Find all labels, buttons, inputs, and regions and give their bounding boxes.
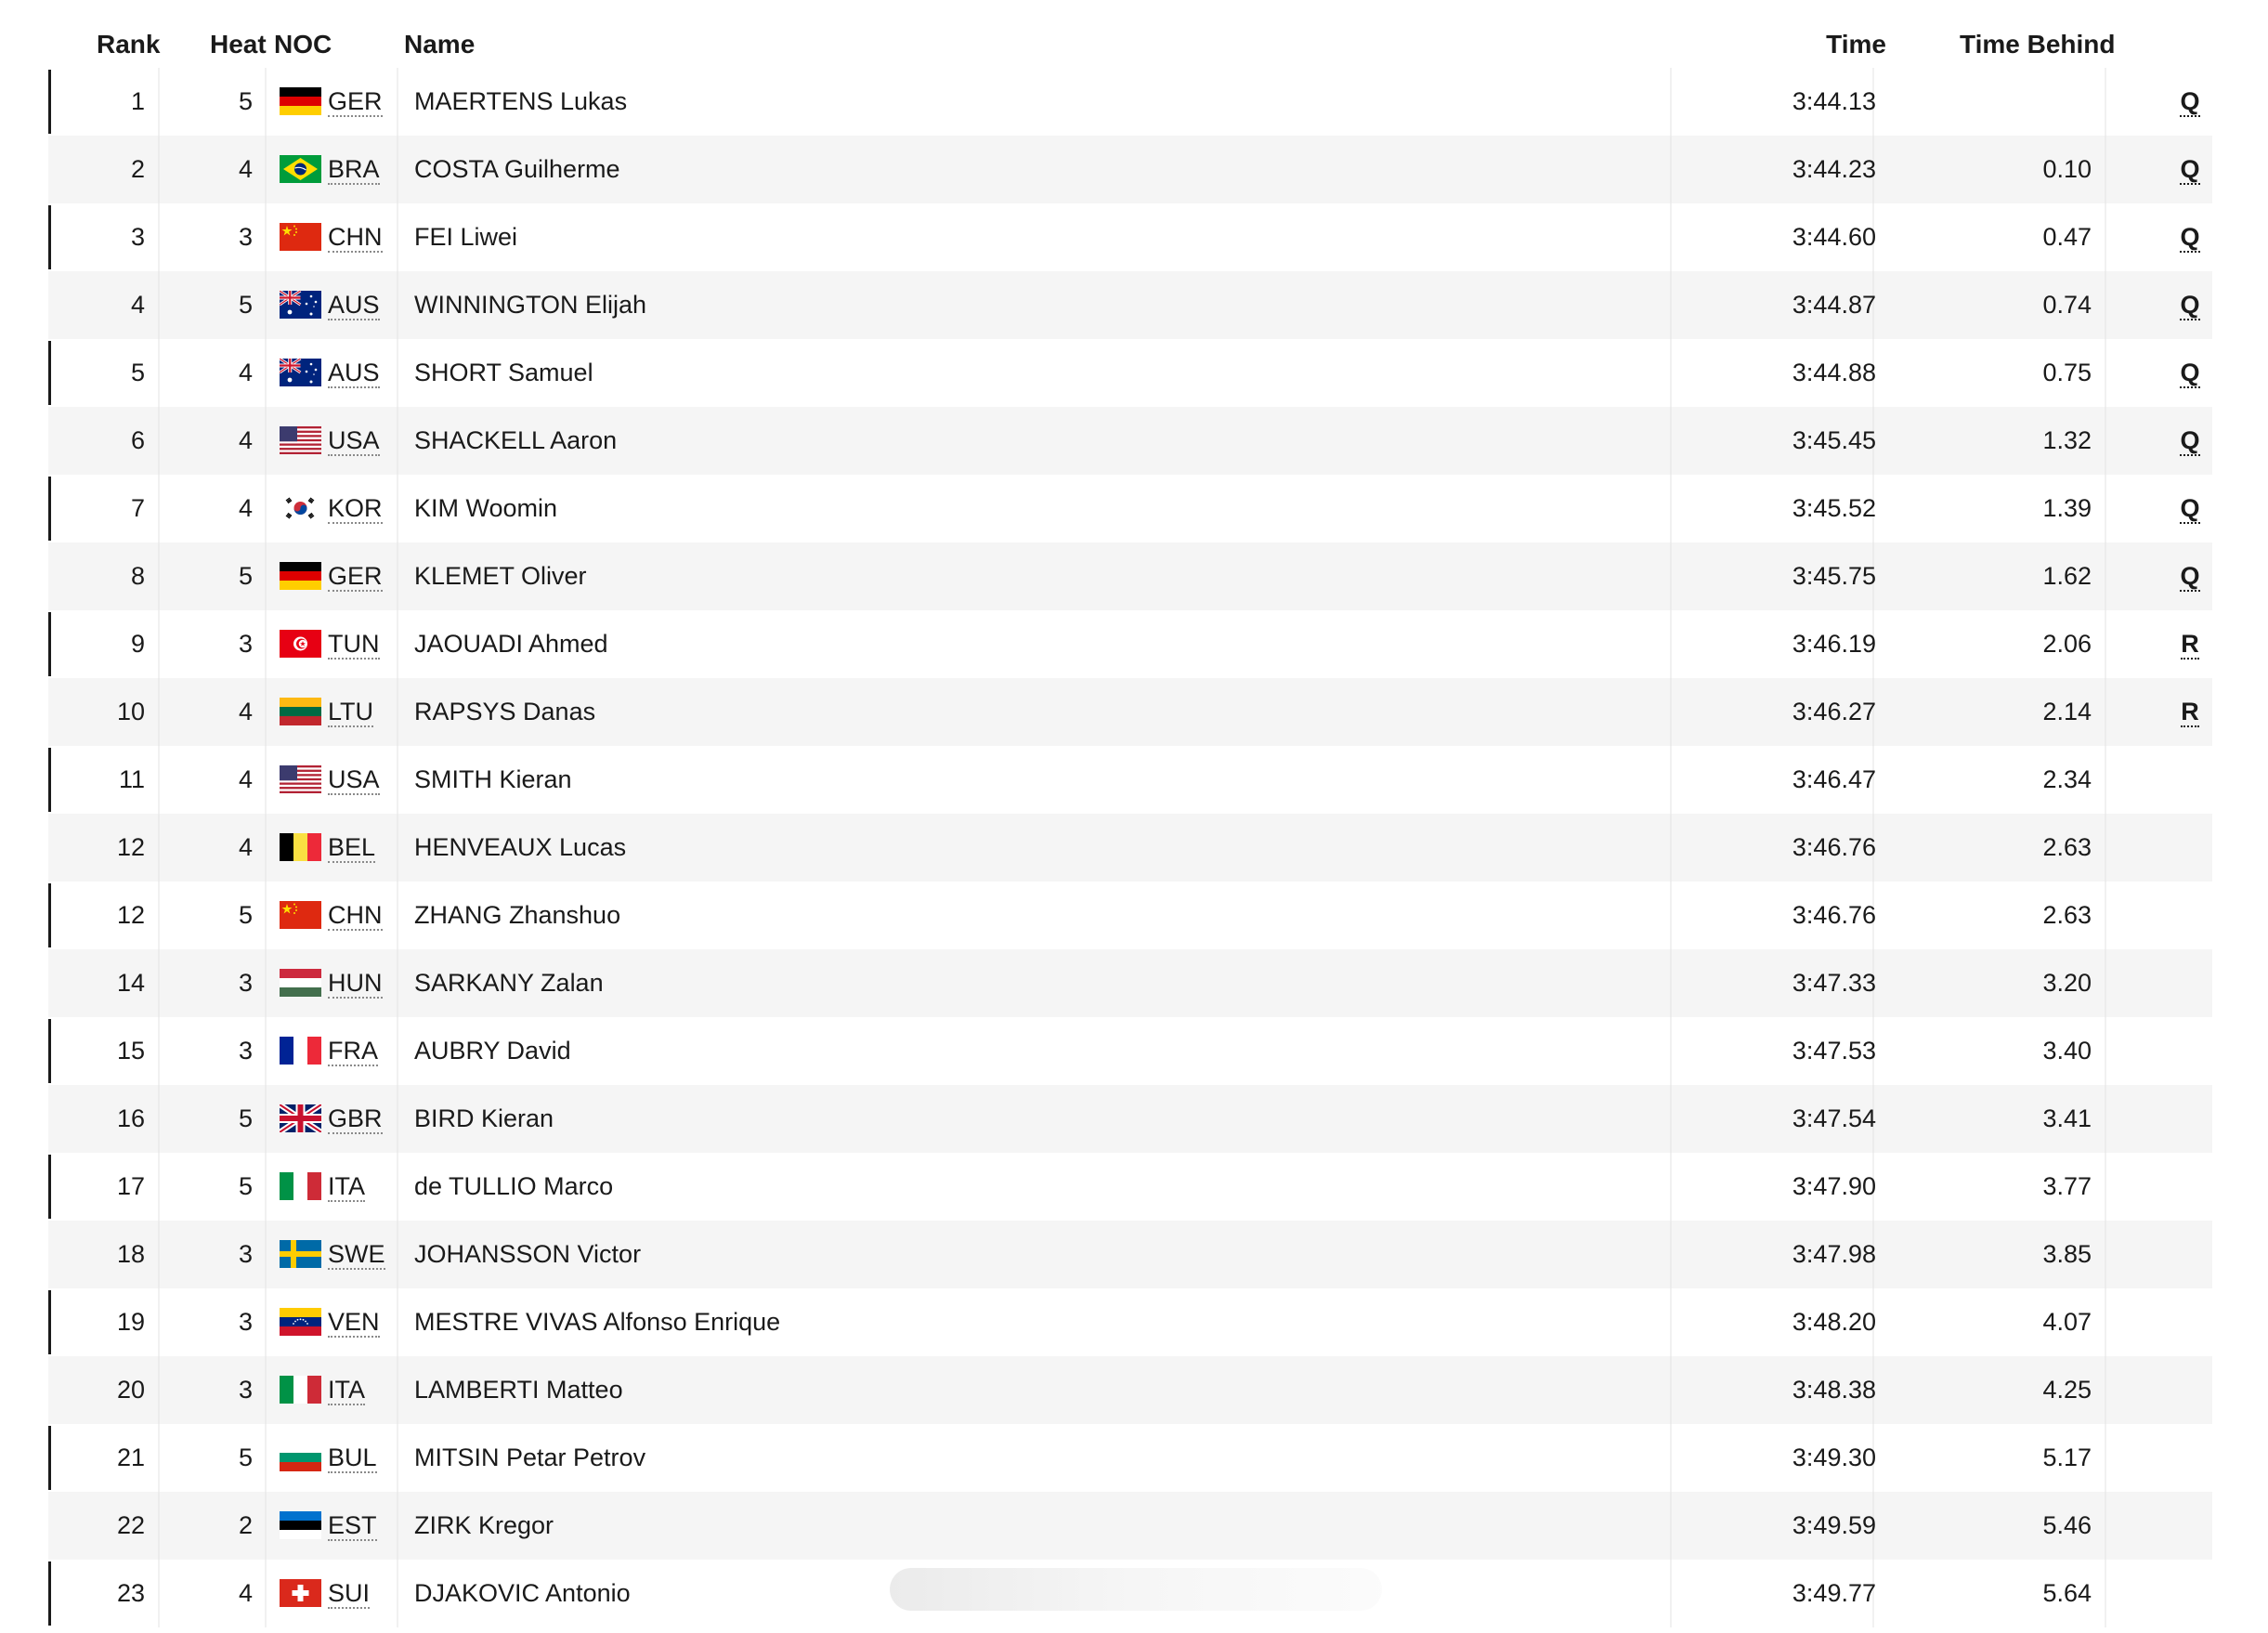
table-row[interactable] (0, 1153, 2268, 1221)
flag-ven-icon (280, 1308, 321, 1336)
athlete-name-cell[interactable]: WINNINGTON Elijah (414, 291, 647, 319)
qualification-mark[interactable]: Q (2180, 291, 2200, 319)
heat-cell: 3 (238, 969, 253, 997)
table-row[interactable] (0, 542, 2268, 610)
noc-cell[interactable] (328, 1085, 383, 1153)
noc-code[interactable]: BUL (328, 1444, 377, 1471)
athlete-name-cell[interactable]: DJAKOVIC Antonio (414, 1579, 631, 1607)
flag-ltu-icon (280, 698, 321, 725)
athlete-name-cell[interactable]: de TULLIO Marco (414, 1172, 614, 1200)
time-behind-cell: 4.25 (2042, 1376, 2092, 1404)
athlete-name-cell[interactable]: FEI Liwei (414, 223, 518, 251)
time-behind-cell: 5.64 (2042, 1579, 2092, 1607)
table-row[interactable] (0, 1356, 2268, 1424)
athlete-name-cell[interactable]: SHACKELL Aaron (414, 426, 618, 454)
athlete-name-cell[interactable]: JOHANSSON Victor (414, 1240, 642, 1268)
qualification-cell[interactable] (2176, 1085, 2204, 1153)
noc-cell[interactable] (328, 136, 380, 203)
flag-ger-icon (280, 87, 321, 115)
athlete-name-cell[interactable]: SMITH Kieran (414, 765, 572, 793)
flag-gbr-icon (280, 1104, 321, 1132)
qualification-cell[interactable] (2176, 1153, 2204, 1221)
table-row[interactable] (0, 1221, 2268, 1288)
time-behind-cell: 3.40 (2042, 1037, 2092, 1065)
qualification-cell[interactable] (2176, 949, 2204, 1017)
flag-chn-icon (280, 901, 321, 929)
table-row[interactable] (0, 68, 2268, 136)
rank-cell: 4 (130, 291, 145, 319)
heat-cell: 4 (238, 494, 253, 522)
athlete-name-cell[interactable]: LAMBERTI Matteo (414, 1376, 623, 1404)
noc-cell[interactable] (328, 1288, 380, 1356)
table-row[interactable] (0, 814, 2268, 882)
time-behind-cell: 3.41 (2042, 1104, 2092, 1132)
athlete-name-cell[interactable]: ZHANG Zhanshuo (414, 901, 621, 929)
header-name: Name (404, 30, 476, 59)
qualification-mark[interactable]: Q (2180, 562, 2200, 590)
time-cell: 3:44.87 (1792, 291, 1876, 319)
time-cell: 3:46.27 (1792, 698, 1876, 725)
noc-cell[interactable] (328, 407, 380, 475)
row-accent-bar (48, 1019, 51, 1083)
table-row[interactable] (0, 882, 2268, 949)
rank-cell: 10 (116, 698, 145, 725)
qualification-mark[interactable]: R (2181, 630, 2199, 658)
time-behind-cell: 0.47 (2042, 223, 2092, 251)
time-cell: 3:47.33 (1792, 969, 1876, 997)
table-row[interactable] (0, 407, 2268, 475)
qualification-cell[interactable] (2176, 814, 2204, 882)
time-behind-cell: 3.85 (2042, 1240, 2092, 1268)
table-row[interactable] (0, 1085, 2268, 1153)
flag-kor-icon (280, 494, 321, 522)
noc-cell[interactable] (328, 678, 373, 746)
heat-cell: 5 (238, 291, 253, 319)
heat-cell: 3 (238, 1240, 253, 1268)
noc-cell[interactable] (328, 1424, 377, 1492)
flag-usa-icon (280, 765, 321, 793)
heat-cell: 4 (238, 1579, 253, 1607)
time-behind-cell: 2.06 (2042, 630, 2092, 658)
time-behind-cell: 1.32 (2042, 426, 2092, 454)
time-cell: 3:49.77 (1792, 1579, 1876, 1607)
noc-cell[interactable] (328, 1560, 370, 1627)
noc-cell[interactable] (328, 1492, 377, 1560)
noc-code[interactable]: GBR (328, 1104, 383, 1132)
row-accent-bar (48, 341, 51, 405)
time-behind-cell (1960, 68, 2092, 136)
athlete-name-cell[interactable]: KIM Woomin (414, 494, 558, 522)
rank-cell: 9 (130, 630, 145, 658)
time-cell: 3:49.30 (1792, 1444, 1876, 1471)
table-row[interactable] (0, 1424, 2268, 1492)
row-accent-bar (48, 205, 51, 269)
noc-code[interactable]: BEL (328, 833, 376, 861)
time-behind-cell: 2.63 (2042, 833, 2092, 861)
heat-cell: 4 (238, 833, 253, 861)
noc-code[interactable]: AUS (328, 291, 380, 319)
table-row[interactable] (0, 1492, 2268, 1560)
time-behind-cell: 0.75 (2042, 359, 2092, 386)
rank-cell: 18 (116, 1240, 145, 1268)
qualification-mark[interactable]: Q (2180, 155, 2200, 183)
table-row[interactable] (0, 746, 2268, 814)
heat-cell: 3 (238, 630, 253, 658)
heat-cell: 4 (238, 426, 253, 454)
time-behind-cell: 1.62 (2042, 562, 2092, 590)
noc-code[interactable]: HUN (328, 969, 383, 997)
athlete-name-cell[interactable]: MITSIN Petar Petrov (414, 1444, 646, 1471)
time-cell: 3:47.54 (1792, 1104, 1876, 1132)
noc-code[interactable]: ITA (328, 1172, 365, 1200)
noc-code[interactable]: GER (328, 562, 383, 590)
time-behind-cell: 2.63 (2042, 901, 2092, 929)
noc-code[interactable]: VEN (328, 1308, 380, 1336)
time-behind-cell: 5.17 (2042, 1444, 2092, 1471)
time-cell: 3:44.23 (1792, 155, 1876, 183)
qualification-mark[interactable]: Q (2180, 223, 2200, 251)
noc-code[interactable]: BRA (328, 155, 380, 183)
athlete-name-cell[interactable]: SHORT Samuel (414, 359, 593, 386)
rank-cell: 8 (130, 562, 145, 590)
time-behind-cell: 1.39 (2042, 494, 2092, 522)
row-background (48, 1356, 2212, 1424)
table-row[interactable] (0, 271, 2268, 339)
rank-cell: 2 (130, 155, 145, 183)
qualification-cell[interactable] (2176, 542, 2204, 610)
qualification-cell[interactable] (2176, 1492, 2204, 1560)
noc-cell[interactable] (328, 1153, 365, 1221)
noc-cell[interactable] (328, 1221, 385, 1288)
time-cell: 3:46.19 (1792, 630, 1876, 658)
row-accent-bar (48, 477, 51, 541)
row-accent-bar (48, 748, 51, 812)
heat-cell: 5 (238, 1172, 253, 1200)
rank-cell: 7 (130, 494, 145, 522)
header-time-behind: Time Behind (1960, 30, 2116, 59)
qualification-mark[interactable]: Q (2180, 426, 2200, 454)
athlete-name-cell[interactable]: COSTA Guilherme (414, 155, 620, 183)
table-row[interactable] (0, 949, 2268, 1017)
heat-cell: 3 (238, 1308, 253, 1336)
qualification-mark[interactable]: Q (2180, 87, 2200, 115)
heat-cell: 3 (238, 1037, 253, 1065)
flag-swe-icon (280, 1240, 321, 1268)
noc-code[interactable]: USA (328, 426, 380, 454)
noc-cell[interactable] (328, 610, 380, 678)
noc-cell[interactable] (328, 882, 383, 949)
time-cell: 3:46.76 (1792, 901, 1876, 929)
rank-cell: 20 (116, 1376, 145, 1404)
time-behind-cell: 2.14 (2042, 698, 2092, 725)
flag-bra-icon (280, 155, 321, 183)
qualification-cell[interactable] (2176, 610, 2204, 678)
athlete-name-cell[interactable]: MAERTENS Lukas (414, 87, 628, 115)
time-cell: 3:44.13 (1792, 87, 1876, 115)
time-behind-cell: 5.46 (2042, 1511, 2092, 1539)
rank-cell: 21 (116, 1444, 145, 1471)
time-behind-cell: 0.74 (2042, 291, 2092, 319)
flag-usa-icon (280, 426, 321, 454)
scrollbar-thumb[interactable] (890, 1568, 1382, 1611)
qualification-cell[interactable] (2176, 271, 2204, 339)
table-row[interactable] (0, 678, 2268, 746)
flag-ita-icon (280, 1172, 321, 1200)
time-cell: 3:45.75 (1792, 562, 1876, 590)
row-accent-bar (48, 1426, 51, 1490)
row-background (48, 1153, 2212, 1221)
rank-cell: 17 (116, 1172, 145, 1200)
rank-cell: 14 (116, 969, 145, 997)
heat-cell: 4 (238, 765, 253, 793)
time-behind-cell: 0.10 (2042, 155, 2092, 183)
noc-code[interactable]: KOR (328, 494, 383, 522)
noc-code[interactable]: AUS (328, 359, 380, 386)
qualification-cell[interactable] (2176, 203, 2204, 271)
flag-sui-icon (280, 1579, 321, 1607)
heat-cell: 4 (238, 698, 253, 725)
row-accent-bar (48, 1561, 51, 1626)
qualification-cell[interactable] (2176, 136, 2204, 203)
athlete-name-cell[interactable]: JAOUADI Ahmed (414, 630, 608, 658)
table-row[interactable] (0, 1288, 2268, 1356)
noc-code[interactable]: TUN (328, 630, 380, 658)
qualification-cell[interactable] (2176, 407, 2204, 475)
header-noc: NOC (274, 30, 332, 59)
athlete-name-cell[interactable]: SARKANY Zalan (414, 969, 604, 997)
noc-cell[interactable] (328, 339, 380, 407)
time-cell: 3:44.88 (1792, 359, 1876, 386)
athlete-name-cell[interactable]: HENVEAUX Lucas (414, 833, 627, 861)
noc-code[interactable]: LTU (328, 698, 374, 725)
table-row[interactable] (0, 136, 2268, 203)
time-cell: 3:44.60 (1792, 223, 1876, 251)
qualification-cell[interactable] (2176, 746, 2204, 814)
row-accent-bar (48, 1290, 51, 1354)
table-row[interactable] (0, 203, 2268, 271)
rank-cell: 15 (116, 1037, 145, 1065)
qualification-cell[interactable] (2176, 1424, 2204, 1492)
heat-cell: 4 (238, 359, 253, 386)
athlete-name-cell[interactable]: MESTRE VIVAS Alfonso Enrique (414, 1308, 781, 1336)
qualification-mark[interactable]: R (2181, 698, 2199, 725)
time-behind-cell: 3.77 (2042, 1172, 2092, 1200)
qualification-mark[interactable]: Q (2180, 359, 2200, 386)
qualification-cell[interactable] (2176, 1221, 2204, 1288)
noc-cell[interactable] (328, 1356, 365, 1424)
time-cell: 3:48.38 (1792, 1376, 1876, 1404)
flag-bel-icon (280, 833, 321, 861)
results-table-body (0, 68, 2268, 1627)
time-cell: 3:45.52 (1792, 494, 1876, 522)
noc-code[interactable]: FRA (328, 1037, 378, 1065)
rank-cell: 11 (118, 765, 145, 793)
table-row[interactable] (0, 339, 2268, 407)
athlete-name-cell[interactable]: BIRD Kieran (414, 1104, 554, 1132)
heat-cell: 3 (238, 223, 253, 251)
rank-cell: 23 (116, 1579, 145, 1607)
time-behind-cell: 4.07 (2042, 1308, 2092, 1336)
athlete-name-cell[interactable]: AUBRY David (414, 1037, 571, 1065)
noc-code[interactable]: GER (328, 87, 383, 115)
time-cell: 3:49.59 (1792, 1511, 1876, 1539)
row-accent-bar (48, 70, 51, 134)
flag-est-icon (280, 1511, 321, 1539)
noc-cell[interactable] (328, 542, 383, 610)
time-behind-cell: 3.20 (2042, 969, 2092, 997)
rank-cell: 22 (116, 1511, 145, 1539)
qualification-cell[interactable] (2176, 339, 2204, 407)
row-accent-bar (48, 612, 51, 676)
heat-cell: 5 (238, 1104, 253, 1132)
noc-cell[interactable] (328, 475, 383, 542)
heat-cell: 2 (238, 1511, 253, 1539)
noc-code[interactable]: USA (328, 765, 380, 793)
flag-aus-icon (280, 359, 321, 386)
time-behind-cell: 2.34 (2042, 765, 2092, 793)
qualification-cell[interactable] (2176, 1017, 2204, 1085)
flag-hun-icon (280, 969, 321, 997)
heat-cell: 5 (238, 562, 253, 590)
header-heat: Heat (210, 30, 267, 59)
qualification-cell[interactable] (2176, 678, 2204, 746)
noc-code[interactable]: CHN (328, 901, 383, 929)
table-row[interactable] (0, 475, 2268, 542)
noc-code[interactable]: EST (328, 1511, 377, 1539)
athlete-name-cell[interactable]: RAPSYS Danas (414, 698, 596, 725)
flag-ger-icon (280, 562, 321, 590)
rank-cell: 12 (116, 901, 145, 929)
time-cell: 3:46.47 (1792, 765, 1876, 793)
flag-chn-icon (280, 223, 321, 251)
header-rank: Rank (97, 30, 161, 59)
time-cell: 3:48.20 (1792, 1308, 1876, 1336)
results-table-header (0, 0, 2268, 67)
rank-cell: 3 (130, 223, 145, 251)
flag-tun-icon (280, 630, 321, 658)
rank-cell: 5 (130, 359, 145, 386)
table-row[interactable] (0, 1017, 2268, 1085)
row-accent-bar (48, 1155, 51, 1219)
heat-cell: 3 (238, 1376, 253, 1404)
qualification-mark[interactable]: Q (2180, 494, 2200, 522)
heat-cell: 5 (238, 87, 253, 115)
time-cell: 3:47.90 (1792, 1172, 1876, 1200)
noc-cell[interactable] (328, 203, 383, 271)
flag-fra-icon (280, 1037, 321, 1065)
noc-cell[interactable] (328, 1017, 378, 1085)
noc-cell[interactable] (328, 271, 380, 339)
time-cell: 3:46.76 (1792, 833, 1876, 861)
time-cell: 3:47.98 (1792, 1240, 1876, 1268)
rank-cell: 12 (116, 833, 145, 861)
time-cell: 3:47.53 (1792, 1037, 1876, 1065)
table-row[interactable] (0, 610, 2268, 678)
time-cell: 3:45.45 (1792, 426, 1876, 454)
noc-cell[interactable] (328, 746, 380, 814)
rank-cell: 6 (130, 426, 145, 454)
qualification-cell[interactable] (2176, 1560, 2204, 1627)
athlete-name-cell[interactable]: KLEMET Oliver (414, 562, 587, 590)
noc-code[interactable]: CHN (328, 223, 383, 251)
qualification-cell[interactable] (2176, 882, 2204, 949)
row-accent-bar (48, 883, 51, 947)
noc-code[interactable]: SWE (328, 1240, 385, 1268)
rank-cell: 1 (130, 87, 145, 115)
flag-aus-icon (280, 291, 321, 319)
qualification-cell[interactable] (2176, 1288, 2204, 1356)
qualification-cell[interactable] (2176, 68, 2204, 136)
qualification-cell[interactable] (2176, 475, 2204, 542)
noc-cell[interactable] (328, 814, 375, 882)
rank-cell: 16 (116, 1104, 145, 1132)
rank-cell: 19 (116, 1308, 145, 1336)
noc-cell[interactable] (328, 68, 383, 136)
flag-bul-icon (280, 1444, 321, 1471)
heat-cell: 5 (238, 1444, 253, 1471)
flag-ita-icon (280, 1376, 321, 1404)
heat-cell: 5 (238, 901, 253, 929)
header-time-label: Time (1826, 30, 1886, 59)
noc-code[interactable]: SUI (328, 1579, 371, 1607)
qualification-cell[interactable] (2176, 1356, 2204, 1424)
noc-code[interactable]: ITA (328, 1376, 365, 1404)
heat-cell: 4 (238, 155, 253, 183)
noc-cell[interactable] (328, 949, 383, 1017)
athlete-name-cell[interactable]: ZIRK Kregor (414, 1511, 554, 1539)
